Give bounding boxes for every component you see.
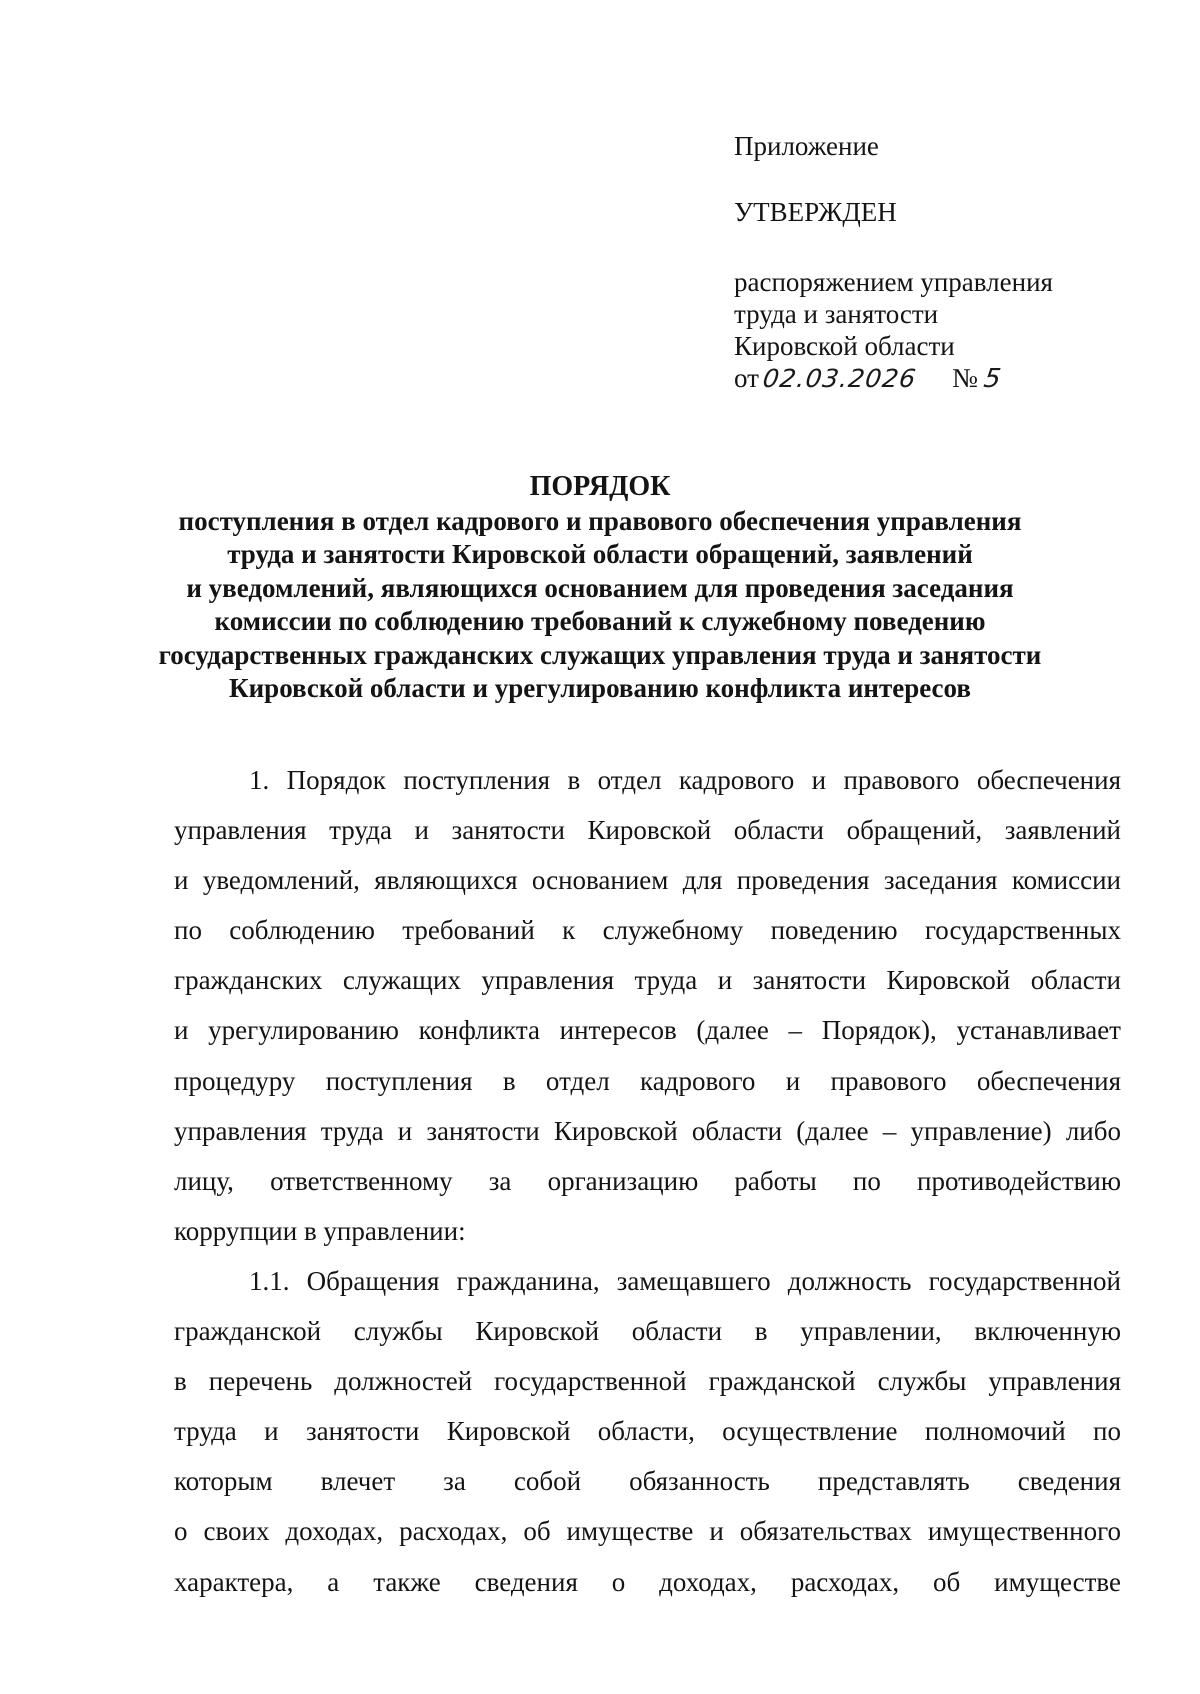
- document-body: [174, 755, 1121, 1607]
- approval-order-line: труда и занятости: [734, 299, 939, 329]
- title-line: поступления в отдел кадрового и правового обеспечения управления: [178, 505, 1022, 536]
- body-line: и урегулированию конфликта интересов (далее – Порядок), устанавливает: [174, 1015, 1121, 1046]
- body-line: 1.1. Обращения гражданина, замещавшего должность государственной: [249, 1265, 1121, 1296]
- approval-order-line: Кировской области: [734, 331, 955, 361]
- body-line: в перечень должностей государственной гражданской службы управления: [174, 1366, 1121, 1397]
- body-line: о своих доходах, расходах, об имуществе и обязательствах имущественного: [174, 1516, 1121, 1547]
- document-title: [120, 470, 1080, 706]
- body-line: лицу, ответственному за организацию работы по противодействию: [174, 1165, 1121, 1196]
- body-line: гражданских служащих управления труда и занятости Кировской области: [174, 965, 1121, 996]
- approved-label: УТВЕРЖДЕН: [734, 197, 897, 227]
- approval-order-reference: [734, 266, 1053, 395]
- number-sign: №: [952, 363, 978, 393]
- handwritten-date: 02.03.2026: [760, 364, 919, 393]
- title-line: труда и занятости Кировской области обращений, заявлений: [227, 539, 973, 569]
- body-line: управления труда и занятости Кировской области обращений, заявлений: [174, 815, 1121, 846]
- approval-order-line: распоряжением управления: [734, 267, 1053, 297]
- title-heading: ПОРЯДОК: [529, 471, 671, 502]
- body-line: коррупции в управлении:: [174, 1215, 466, 1246]
- title-line: и уведомлений, являющихся основанием для проведения заседания: [186, 572, 1014, 603]
- body-line: характера, а также сведения о доходах, расходах, об имуществе: [174, 1566, 1121, 1597]
- body-line: 1. Порядок поступления в отдел кадрового и правового обеспечения: [249, 765, 1121, 795]
- approval-date-line: [734, 362, 1053, 395]
- handwritten-number: 5: [981, 364, 1004, 394]
- title-line: государственных гражданских служащих управления труда и занятости: [158, 639, 1042, 670]
- title-line: Кировской области и урегулированию конфликта интересов: [229, 673, 971, 703]
- body-line: управления труда и занятости Кировской области (далее – управление) либо: [174, 1115, 1121, 1146]
- date-prefix: от: [734, 363, 759, 393]
- appendix-label: Приложение: [734, 131, 879, 161]
- body-line: по соблюдению требований к служебному поведению государственных: [174, 915, 1121, 946]
- body-line: процедуру поступления в отдел кадрового и правового обеспечения: [174, 1065, 1121, 1096]
- title-line: комиссии по соблюдению требований к служебному поведению: [214, 606, 986, 636]
- body-line: которым влечет за собой обязанность представлять сведения: [174, 1466, 1121, 1497]
- body-line: труда и занятости Кировской области, осуществление полномочий по: [174, 1416, 1121, 1447]
- body-line: гражданской службы Кировской области в управлении, включенную: [174, 1316, 1121, 1347]
- body-line: и уведомлений, являющихся основанием для проведения заседания комиссии: [174, 865, 1121, 896]
